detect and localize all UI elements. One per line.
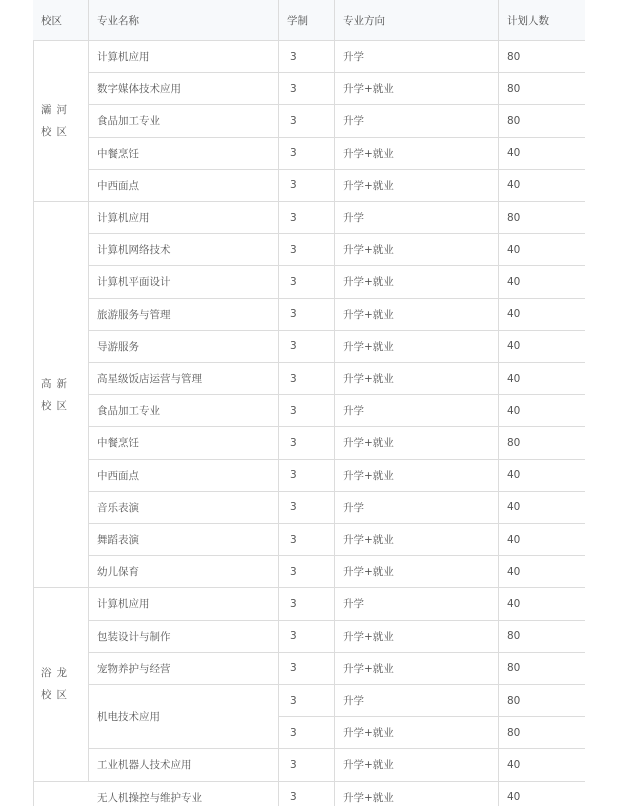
plan-cell: 80 bbox=[499, 427, 585, 459]
major-name-cell: 无人机操控与维护专业 bbox=[89, 782, 279, 806]
header-plan: 计划人数 bbox=[499, 0, 585, 41]
plan-cell: 40 bbox=[499, 138, 585, 170]
direction-cell: 升学+就业 bbox=[335, 524, 499, 556]
major-name-cell: 工业机器人技术应用 bbox=[89, 749, 279, 781]
plan-cell: 40 bbox=[499, 460, 585, 492]
major-name-cell: 宠物养护与经营 bbox=[89, 653, 279, 685]
header-direction: 专业方向 bbox=[335, 0, 499, 41]
direction-cell: 升学 bbox=[335, 202, 499, 234]
direction-cell: 升学+就业 bbox=[335, 73, 499, 105]
direction-cell: 升学+就业 bbox=[335, 556, 499, 588]
direction-cell: 升学+就业 bbox=[335, 460, 499, 492]
campus-cell: 浴龙校区 bbox=[33, 588, 89, 781]
duration-cell: 3 bbox=[279, 105, 335, 137]
major-name-cell: 中餐烹饪 bbox=[89, 138, 279, 170]
direction-cell: 升学+就业 bbox=[335, 299, 499, 331]
direction-cell: 升学 bbox=[335, 41, 499, 73]
direction-cell: 升学 bbox=[335, 395, 499, 427]
major-name-cell: 机电技术应用 bbox=[89, 685, 279, 749]
major-name-cell: 计算机应用 bbox=[89, 588, 279, 620]
duration-cell: 3 bbox=[279, 234, 335, 266]
plan-cell: 80 bbox=[499, 685, 585, 717]
major-name-cell: 计算机平面设计 bbox=[89, 266, 279, 298]
duration-cell: 3 bbox=[279, 460, 335, 492]
major-name-cell: 数字媒体技术应用 bbox=[89, 73, 279, 105]
direction-cell: 升学+就业 bbox=[335, 717, 499, 749]
duration-cell: 3 bbox=[279, 202, 335, 234]
major-name-cell: 音乐表演 bbox=[89, 492, 279, 524]
duration-cell: 3 bbox=[279, 782, 335, 806]
plan-cell: 40 bbox=[499, 492, 585, 524]
major-name-cell: 食品加工专业 bbox=[89, 395, 279, 427]
major-name-cell: 包装设计与制作 bbox=[89, 621, 279, 653]
direction-cell: 升学+就业 bbox=[335, 170, 499, 202]
plan-cell: 80 bbox=[499, 73, 585, 105]
duration-cell: 3 bbox=[279, 427, 335, 459]
direction-cell: 升学+就业 bbox=[335, 234, 499, 266]
plan-cell: 40 bbox=[499, 266, 585, 298]
duration-cell: 3 bbox=[279, 492, 335, 524]
plan-cell: 40 bbox=[499, 395, 585, 427]
direction-cell: 升学 bbox=[335, 588, 499, 620]
plan-cell: 80 bbox=[499, 202, 585, 234]
direction-cell: 升学+就业 bbox=[335, 266, 499, 298]
major-name-cell: 中西面点 bbox=[89, 460, 279, 492]
plan-cell: 40 bbox=[499, 299, 585, 331]
campus-cell: 灞河校区 bbox=[33, 41, 89, 202]
duration-cell: 3 bbox=[279, 749, 335, 781]
direction-cell: 升学+就业 bbox=[335, 331, 499, 363]
major-name-cell: 旅游服务与管理 bbox=[89, 299, 279, 331]
duration-cell: 3 bbox=[279, 266, 335, 298]
major-name-cell: 导游服务 bbox=[89, 331, 279, 363]
duration-cell: 3 bbox=[279, 588, 335, 620]
direction-cell: 升学+就业 bbox=[335, 653, 499, 685]
plan-cell: 80 bbox=[499, 621, 585, 653]
duration-cell: 3 bbox=[279, 331, 335, 363]
major-name-cell: 计算机应用 bbox=[89, 41, 279, 73]
major-name-cell: 中餐烹饪 bbox=[89, 427, 279, 459]
direction-cell: 升学 bbox=[335, 492, 499, 524]
plan-cell: 40 bbox=[499, 588, 585, 620]
major-name-cell: 计算机网络技术 bbox=[89, 234, 279, 266]
duration-cell: 3 bbox=[279, 299, 335, 331]
plan-cell: 40 bbox=[499, 234, 585, 266]
duration-cell: 3 bbox=[279, 41, 335, 73]
major-name-cell: 幼儿保育 bbox=[89, 556, 279, 588]
plan-cell: 80 bbox=[499, 717, 585, 749]
plan-cell: 40 bbox=[499, 363, 585, 395]
campus-cell: 高新校区 bbox=[33, 202, 89, 588]
plan-cell: 40 bbox=[499, 782, 585, 806]
major-name-cell: 食品加工专业 bbox=[89, 105, 279, 137]
duration-cell: 3 bbox=[279, 685, 335, 717]
plan-cell: 40 bbox=[499, 749, 585, 781]
plan-cell: 80 bbox=[499, 105, 585, 137]
direction-cell: 升学+就业 bbox=[335, 138, 499, 170]
duration-cell: 3 bbox=[279, 524, 335, 556]
duration-cell: 3 bbox=[279, 395, 335, 427]
direction-cell: 升学+就业 bbox=[335, 363, 499, 395]
major-name-cell: 舞蹈表演 bbox=[89, 524, 279, 556]
duration-cell: 3 bbox=[279, 556, 335, 588]
direction-cell: 升学+就业 bbox=[335, 621, 499, 653]
duration-cell: 3 bbox=[279, 170, 335, 202]
plan-cell: 80 bbox=[499, 653, 585, 685]
duration-cell: 3 bbox=[279, 653, 335, 685]
plan-cell: 80 bbox=[499, 41, 585, 73]
duration-cell: 3 bbox=[279, 363, 335, 395]
duration-cell: 3 bbox=[279, 73, 335, 105]
major-name-cell: 中西面点 bbox=[89, 170, 279, 202]
duration-cell: 3 bbox=[279, 138, 335, 170]
plan-cell: 40 bbox=[499, 331, 585, 363]
admission-plan-table bbox=[33, 0, 585, 806]
plan-cell: 40 bbox=[499, 170, 585, 202]
direction-cell: 升学 bbox=[335, 685, 499, 717]
header-campus: 校区 bbox=[33, 0, 89, 41]
direction-cell: 升学+就业 bbox=[335, 782, 499, 806]
duration-cell: 3 bbox=[279, 621, 335, 653]
direction-cell: 升学 bbox=[335, 105, 499, 137]
direction-cell: 升学+就业 bbox=[335, 749, 499, 781]
direction-cell: 升学+就业 bbox=[335, 427, 499, 459]
plan-cell: 40 bbox=[499, 524, 585, 556]
header-major: 专业名称 bbox=[89, 0, 279, 41]
header-duration: 学制 bbox=[279, 0, 335, 41]
duration-cell: 3 bbox=[279, 717, 335, 749]
major-name-cell: 计算机应用 bbox=[89, 202, 279, 234]
plan-cell: 40 bbox=[499, 556, 585, 588]
major-name-cell: 高星级饭店运营与管理 bbox=[89, 363, 279, 395]
